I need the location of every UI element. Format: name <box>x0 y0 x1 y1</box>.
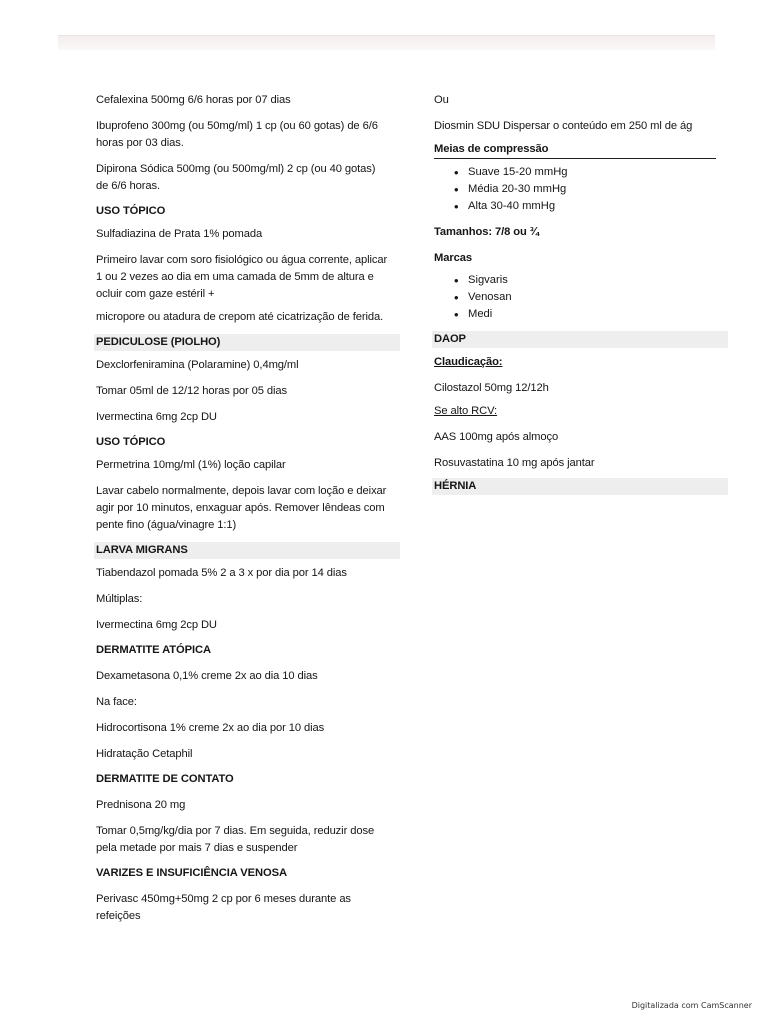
section-uso-topico-2: USO TÓPICO <box>96 436 166 448</box>
prescription-hidrocortisona: Hidrocortisona 1% creme 2x ao dia por 10 dias <box>96 722 325 734</box>
label-na-face: Na face: <box>96 696 137 708</box>
prescription-ivermectina-2: Ivermectina 6mg 2cp DU <box>96 619 217 631</box>
prescription-hidratacao: Hidratação Cetaphil <box>96 748 193 760</box>
list-item-sigvaris: • Sigvaris <box>456 272 716 289</box>
instruction-dexclorfeniramina: Tomar 05ml de 12/12 horas por 05 dias <box>96 385 287 397</box>
section-larva-migrans: LARVA MIGRANS <box>94 542 400 559</box>
section-meias-compressao: Meias de compressão <box>434 141 716 159</box>
label-ou: Ou <box>434 94 449 106</box>
prescription-rosuvastatina: Rosuvastatina 10 mg após jantar <box>434 457 595 469</box>
list-item-meias-media: • Média 20-30 mmHg <box>456 181 716 198</box>
prescription-perivasc: Perivasc 450mg+50mg 2 cp por 6 meses durante as refeições <box>96 893 351 922</box>
prescription-prednisona: Prednisona 20 mg <box>96 799 186 811</box>
label-tamanhos: Tamanhos: 7/8 ou ¾ <box>434 226 539 238</box>
section-marcas: Marcas <box>434 252 472 264</box>
prescription-ibuprofeno: Ibuprofeno 300mg (ou 50mg/ml) 1 cp (ou 60 gotas) de 6/6 horas por 03 dias. <box>96 120 378 149</box>
list-item-meias-alta: • Alta 30-40 mmHg <box>456 198 716 215</box>
instruction-prednisona: Tomar 0,5mg/kg/dia por 7 dias. Em seguida, reduzir dose pela metade por mais 7 dias e suspender <box>96 825 375 854</box>
section-hernia: HÉRNIA <box>432 478 728 495</box>
prescription-diosmin: Diosmin SDU Dispersar o conteúdo em 250 ml de ág <box>434 120 693 132</box>
instruction-sulfadiazina: Primeiro lavar com soro fisiológico ou água corrente, aplicar 1 ou 2 vezes ao dia em uma camada de 5mm de altura e ocluir com gaze estéril + <box>96 254 388 300</box>
section-varizes: VARIZES E INSUFICIÊNCIA VENOSA <box>96 867 287 879</box>
list-meias <box>434 164 716 215</box>
label-claudicacao: Claudicação: <box>434 356 503 368</box>
section-daop: DAOP <box>432 331 728 348</box>
label-se-alto-rcv: Se alto RCV: <box>434 405 498 417</box>
instruction-sulfadiazina-cont: micropore ou atadura de crepom até cicatrização de ferida. <box>96 311 384 323</box>
list-item-medi: • Medi <box>456 306 716 323</box>
prescription-cefalexina: Cefalexina 500mg 6/6 horas por 07 dias <box>96 94 291 106</box>
scanner-watermark: Digitalizada com CamScanner <box>631 1001 752 1010</box>
prescription-tiabendazol: Tiabendazol pomada 5% 2 a 3 x por dia por 14 dias <box>96 567 347 579</box>
prescription-aas: AAS 100mg após almoço <box>434 431 559 443</box>
right-column <box>434 92 716 495</box>
prescription-dipirona: Dipirona Sódica 500mg (ou 500mg/ml) 2 cp (ou 40 gotas) de 6/6 horas. <box>96 163 376 192</box>
section-dermatite-atopica: DERMATITE ATÓPICA <box>96 644 211 656</box>
page-top-border <box>58 35 715 50</box>
list-item-venosan: • Venosan <box>456 289 716 306</box>
prescription-cilostazol: Cilostazol 50mg 12/12h <box>434 382 549 394</box>
prescription-sulfadiazina: Sulfadiazina de Prata 1% pomada <box>96 228 263 240</box>
list-marcas <box>434 272 716 323</box>
label-multiplas: Múltiplas: <box>96 593 143 605</box>
prescription-dexametasona: Dexametasona 0,1% creme 2x ao dia 10 dias <box>96 670 318 682</box>
section-uso-topico: USO TÓPICO <box>96 205 166 217</box>
prescription-permetrina: Permetrina 10mg/ml (1%) loção capilar <box>96 459 286 471</box>
left-column <box>96 92 388 925</box>
instruction-permetrina: Lavar cabelo normalmente, depois lavar com loção e deixar agir por 10 minutos, enxaguar após. Remover lêndeas com pente fino (água/vinagre 1:1) <box>96 485 387 531</box>
prescription-ivermectina: Ivermectina 6mg 2cp DU <box>96 411 217 423</box>
section-pediculose: PEDICULOSE (PIOLHO) <box>94 334 400 351</box>
section-dermatite-contato: DERMATITE DE CONTATO <box>96 773 234 785</box>
list-item-meias-suave: • Suave 15-20 mmHg <box>456 164 716 181</box>
prescription-dexclorfeniramina: Dexclorfeniramina (Polaramine) 0,4mg/ml <box>96 359 299 371</box>
